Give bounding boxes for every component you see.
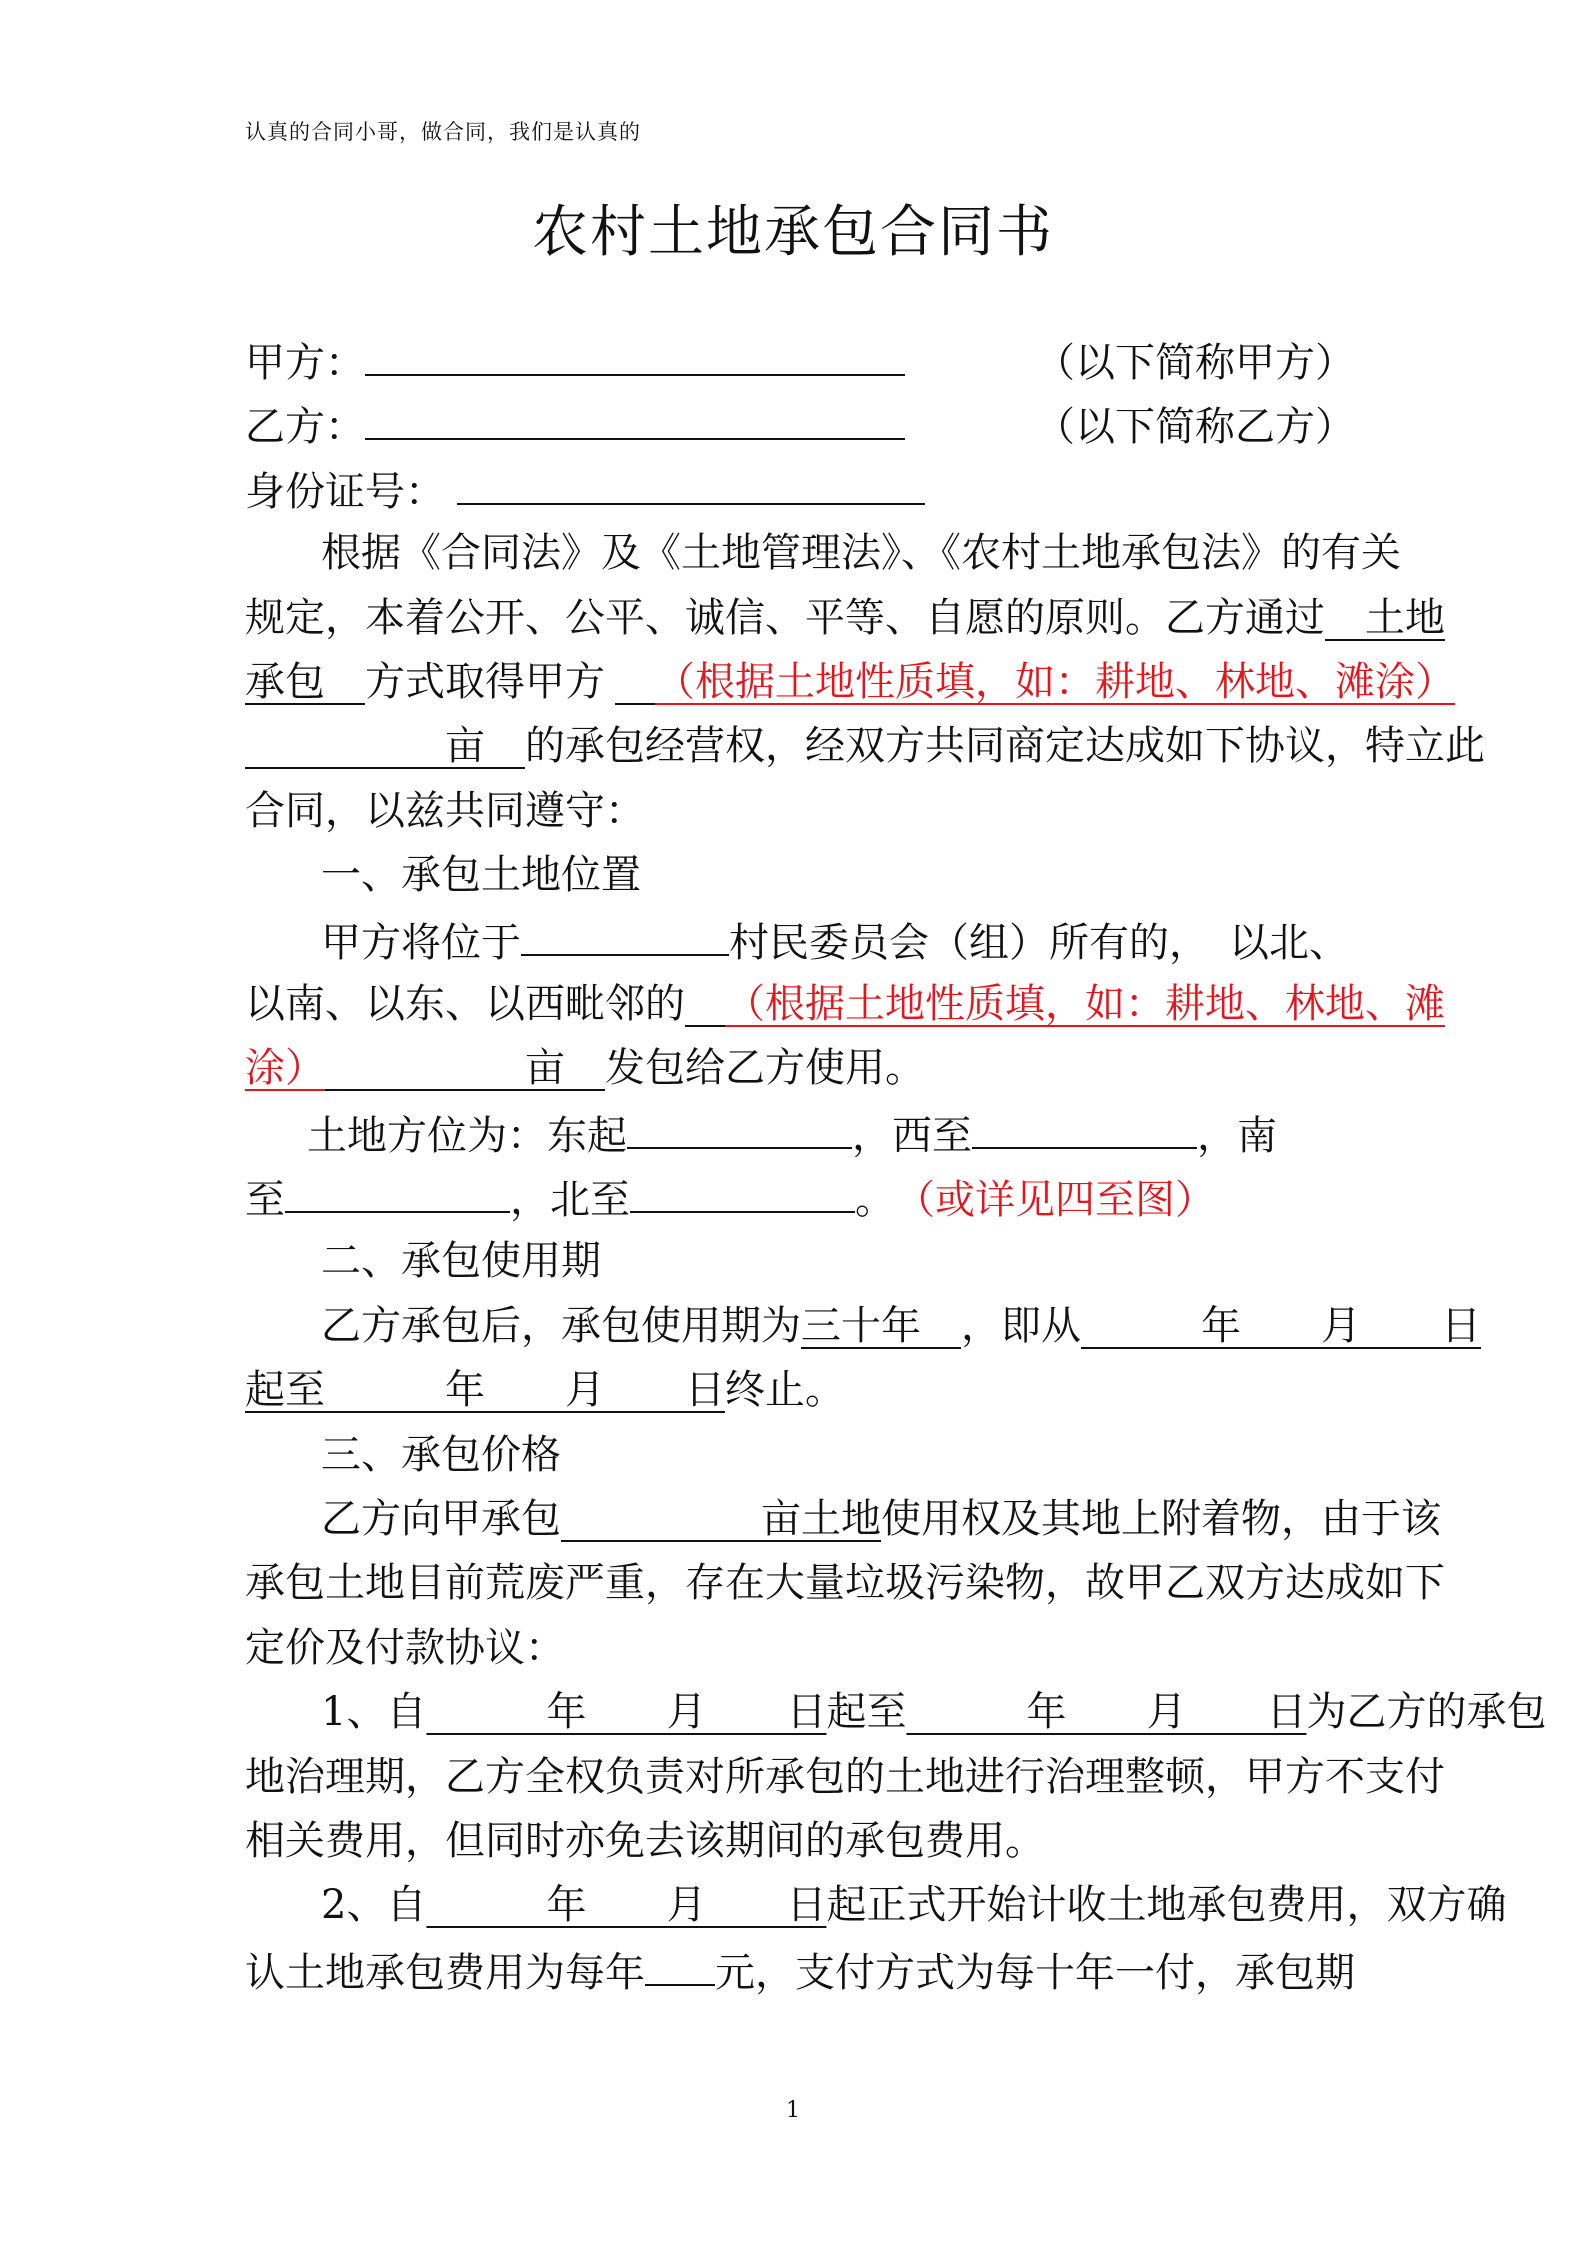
method-value: 土地 xyxy=(1325,594,1445,641)
page-header: 认真的合同小哥，做合同，我们是认真的 xyxy=(245,120,641,144)
text: 乙方承包后，承包使用期为 xyxy=(321,1302,801,1349)
area-field[interactable]: 亩 xyxy=(325,1045,605,1092)
text: 1、自 xyxy=(321,1689,427,1736)
text: 的承包经营权，经双方共同商定达成如下协议，特立此 xyxy=(525,723,1485,770)
page-number: 1 xyxy=(786,2098,800,2123)
section-3-line-2 xyxy=(245,1551,1445,1615)
area-field[interactable]: 亩 xyxy=(245,723,525,770)
text: 承包土地目前荒废严重，存在大量垃圾污染物，故甲乙双方达成如下 xyxy=(245,1560,1445,1607)
section-2-line-2 xyxy=(245,1358,1355,1422)
section-3-line-3 xyxy=(245,1616,1355,1680)
clause-2-line-1 xyxy=(245,1873,1507,1937)
text: 甲方将位于 xyxy=(321,919,521,966)
text: 为乙方的承包 xyxy=(1306,1689,1547,1736)
intro-line-1 xyxy=(245,521,1401,585)
section-1-line-3 xyxy=(245,1036,1355,1100)
start-date-field[interactable]: 年 月 日 xyxy=(1081,1302,1481,1349)
section-1-heading xyxy=(245,843,1355,907)
section-1-line-5 xyxy=(245,1165,1355,1229)
heading: 三、承包价格 xyxy=(321,1431,561,1478)
text: 以南、以东、以西毗邻的 xyxy=(245,980,685,1027)
text: 根据《合同法》及《土地管理法》、《农村土地承包法》的有关 xyxy=(321,530,1401,577)
intro-line-5 xyxy=(245,779,1355,843)
text: 至 xyxy=(245,1177,285,1224)
text: 元，支付方式为每十年一付，承包期 xyxy=(715,1949,1355,1996)
method-value: 承包 xyxy=(245,658,365,705)
text: 规定，本着公开、公平、诚信、平等、自愿的原则。乙方通过 xyxy=(245,594,1325,641)
term-value: 三十年 xyxy=(801,1302,961,1349)
clause-1-line-2 xyxy=(245,1745,1445,1809)
intro-line-3 xyxy=(245,650,1455,714)
governance-start-date-field[interactable]: 年 月 日 xyxy=(426,1689,827,1736)
id-number-label: 身份证号： xyxy=(245,468,445,515)
section-1-line-2 xyxy=(245,972,1445,1036)
text: 使用权及其地上附着物，由于该 xyxy=(881,1496,1441,1543)
text: 2、自 xyxy=(321,1882,427,1929)
party-a-line xyxy=(245,328,1355,392)
party-b-line xyxy=(245,392,1355,456)
governance-end-date-field[interactable]: 年 月 日 xyxy=(906,1689,1307,1736)
party-b-note: （以下简称乙方） xyxy=(1035,404,1355,451)
section-2-heading xyxy=(245,1229,1355,1293)
text: 。 xyxy=(855,1177,895,1224)
text: 定价及付款协议： xyxy=(245,1624,565,1671)
text: 发包给乙方使用。 xyxy=(605,1045,925,1092)
clause-1-line-3 xyxy=(245,1809,1355,1873)
text: 地治理期，乙方全权负责对所承包的土地进行治理整顿，甲方不支付 xyxy=(245,1753,1445,1800)
clause-1-line-1 xyxy=(245,1680,1547,1744)
text: 认土地承包费用为每年 xyxy=(245,1949,645,1996)
south-field[interactable] xyxy=(285,1165,510,1213)
text: 相关费用，但同时亦免去该期间的承包费用。 xyxy=(245,1817,1045,1864)
east-field[interactable] xyxy=(627,1101,852,1149)
end-date-field[interactable]: 起至 年 月 日 xyxy=(245,1367,725,1414)
text: ，即从 xyxy=(961,1302,1081,1349)
land-type-hint: （根据土地性质填，如：耕地、林地、滩涂） xyxy=(655,658,1455,705)
annual-fee-field[interactable] xyxy=(645,1938,715,1986)
id-number-field[interactable] xyxy=(457,457,925,505)
area-field[interactable]: 亩土地 xyxy=(561,1496,881,1543)
section-1-line-4 xyxy=(245,1101,1355,1165)
document-title: 农村土地承包合同书 xyxy=(532,200,1054,265)
heading: 一、承包土地位置 xyxy=(321,852,641,899)
text: ，北至 xyxy=(510,1177,630,1224)
party-b-label: 乙方： xyxy=(245,404,365,451)
heading: 二、承包使用期 xyxy=(321,1238,601,1285)
text: 终止。 xyxy=(725,1367,845,1414)
fee-start-date-field[interactable]: 年 月 日 xyxy=(426,1882,827,1929)
text: 村民委员会（组）所有的， 以北、 xyxy=(729,919,1349,966)
land-type-hint: （根据土地性质填，如：耕地、林地、滩 xyxy=(725,980,1445,1027)
north-field[interactable] xyxy=(630,1165,855,1213)
id-number-line xyxy=(245,457,1355,521)
party-a-label: 甲方： xyxy=(245,340,365,386)
section-2-line-1 xyxy=(245,1294,1481,1358)
text: 起正式开始计收土地承包费用，双方确 xyxy=(826,1882,1507,1929)
section-1-line-1 xyxy=(245,908,1355,972)
clause-2-line-2 xyxy=(245,1938,1355,2002)
contract-body xyxy=(245,328,1547,2002)
text: 乙方向甲承包 xyxy=(321,1496,561,1543)
party-b-field[interactable] xyxy=(365,392,905,440)
text: ，西至 xyxy=(852,1112,972,1159)
text: 起至 xyxy=(826,1689,907,1736)
party-a-field[interactable] xyxy=(365,328,905,376)
intro-line-2 xyxy=(245,586,1445,650)
text: 方式取得甲方 xyxy=(365,658,605,705)
section-3-heading xyxy=(245,1423,1355,1487)
text: ，南 xyxy=(1197,1112,1277,1159)
section-3-line-1 xyxy=(245,1487,1441,1551)
party-a-note: （以下简称甲方） xyxy=(1035,340,1355,386)
boundary-map-note: （或详见四至图） xyxy=(895,1177,1215,1224)
village-field[interactable] xyxy=(521,908,729,956)
intro-line-4 xyxy=(245,714,1485,778)
text: 土地方位为：东起 xyxy=(307,1112,627,1159)
text: 合同，以兹共同遵守： xyxy=(245,787,645,834)
west-field[interactable] xyxy=(972,1101,1197,1149)
land-type-hint: 涂） xyxy=(245,1045,325,1092)
